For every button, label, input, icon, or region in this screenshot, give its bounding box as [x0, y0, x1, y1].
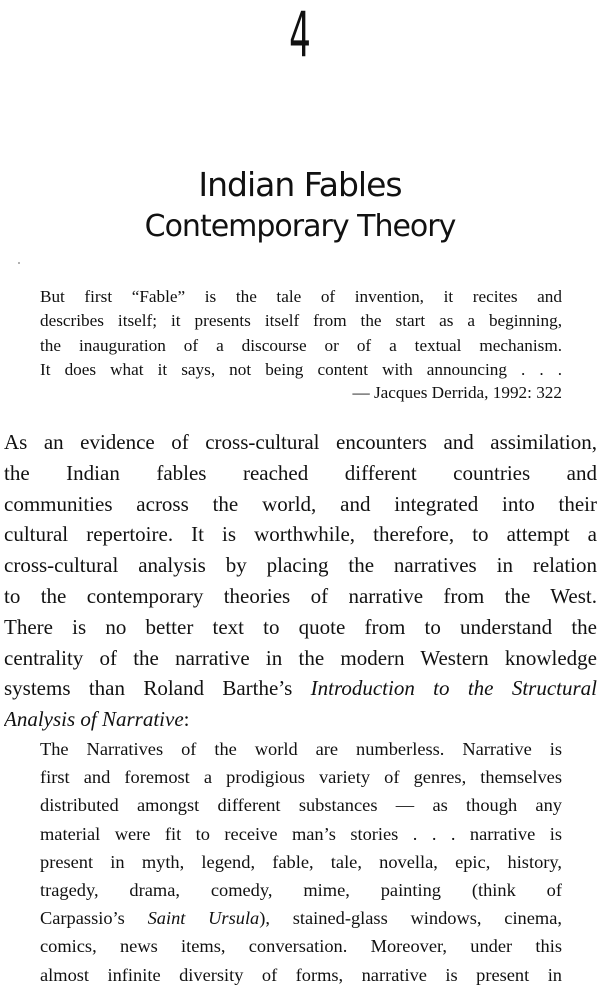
book-title-italic: Introduction to the Structural [310, 676, 597, 701]
block-quote [40, 735, 562, 989]
artwork-title-italic: Saint Ursula [147, 908, 260, 929]
epigraph-attribution: — Jacques Derrida, 1992: 322 [352, 383, 562, 402]
body-line: There is no better text to quote from to understand the [4, 614, 597, 639]
body-line-text: systems than Roland Barthe’s [4, 676, 311, 701]
chapter-subtitle: Contemporary Theory [144, 209, 456, 244]
quote-line [40, 904, 562, 932]
epigraph-line: But first “Fable” is the tale of invention, it recites and [40, 287, 562, 306]
quote-line: comics, news items, conversation. Moreover, under this [40, 936, 562, 957]
body-line-text: : [183, 707, 190, 732]
page-speck [18, 262, 20, 264]
body-line: As an evidence of cross-cultural encounters and assimilation, [4, 430, 597, 454]
quote-line-text: ), stained-glass windows, cinema, [259, 908, 562, 929]
body-line: to the contemporary theories of narrative from the West. [4, 583, 597, 608]
body-line [4, 704, 597, 735]
quote-line-text: Carpassio’s [40, 908, 148, 929]
chapter-title: Indian Fables [198, 165, 402, 204]
body-line [4, 673, 597, 704]
quote-line: present in myth, legend, fable, tale, novella, epic, history, [40, 851, 562, 872]
body-paragraph [4, 427, 597, 735]
quote-line: tragedy, drama, comedy, mime, painting (think of [40, 880, 562, 901]
body-line: cross-cultural analysis by placing the narratives in relation [4, 553, 597, 578]
body-line: centrality of the narrative in the modern Western knowledge [4, 645, 597, 670]
quote-line: material were fit to receive man’s stories . . . narrative is [40, 823, 562, 844]
body-line: communities across the world, and integrated into their [4, 491, 597, 516]
quote-line: The Narratives of the world are numberless. Narrative is [40, 739, 562, 759]
epigraph [40, 285, 562, 382]
quote-line: distributed amongst different substances — as though any [40, 795, 562, 816]
quote-line: almost infinite diversity of forms, narrative is present in [40, 964, 562, 985]
epigraph-line: the inauguration of a discourse or of a textual mechanism. [40, 335, 562, 355]
chapter-number: 4 [289, 0, 311, 71]
epigraph-line: It does what it says, not being content with announcing . . . [40, 359, 562, 379]
body-line: cultural repertoire. It is worthwhile, therefore, to attempt a [4, 522, 597, 547]
body-line: the Indian fables reached different countries and [4, 460, 597, 485]
book-title-italic: Analysis of Narrative [4, 707, 184, 732]
epigraph-line: describes itself; it presents itself from the start as a beginning, [40, 311, 562, 331]
quote-line: first and foremost a prodigious variety of genres, themselves [40, 767, 562, 788]
